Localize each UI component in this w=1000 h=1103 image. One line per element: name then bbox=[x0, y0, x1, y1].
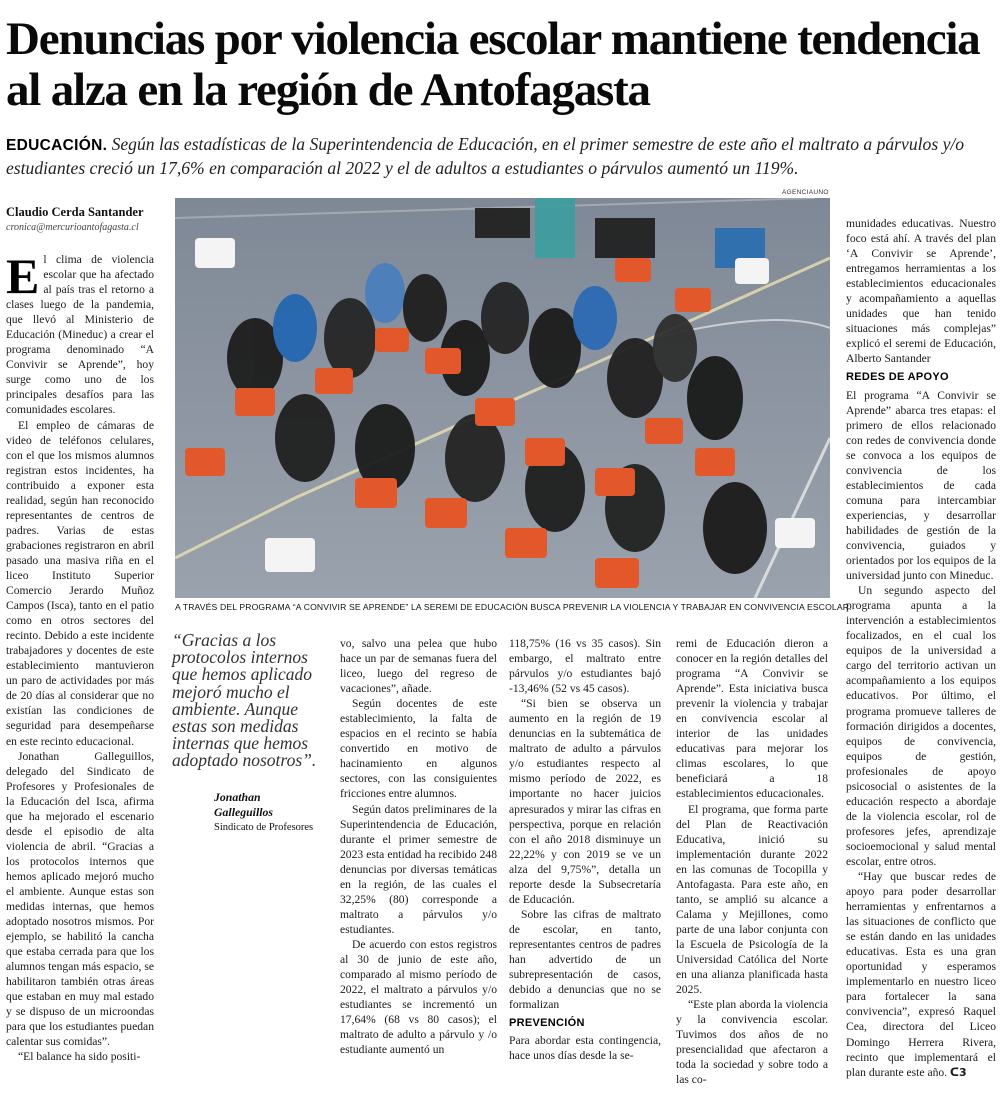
column-4 bbox=[509, 636, 661, 1063]
paragraph: Para abordar esta contingencia, hace unos días desde la se- bbox=[509, 1034, 661, 1063]
end-mark-icon: ᑕ3 bbox=[950, 1065, 967, 1079]
paragraph: munidades educativas. Nuestro foco está ahí. A través del plan ‘A Convivir se Aprende’, entregamos herramientas a los establecimientos educacionales y acompañamiento a aquellas unidades que han tenido situaciones más complejas” explicó el seremi de Educación, Alberto Santander bbox=[846, 217, 996, 366]
paragraph: Jonathan Galleguillos, delegado del Sindicato de Profesores y Profesionales de la Educación del Isca, afirma que ha mejorado el escenario desde el episodio de alta violencia de abril. “Gracias a los protocolos internos que hemos aplicado mejoró mucho el ambiente. Aunque estas son medidas internas, que hemos adoptado nosotros mismos. Por ejemplo, se habilitó la cancha que estaba cerrada para que los alumnos tengan más espacio, se habilitaron también otras áreas que estaban en muy mal estado y se dispuso de un microondas para que los estudiantes puedan calentar sus comidas”. bbox=[6, 749, 154, 1049]
column-1 bbox=[6, 248, 154, 1065]
pull-quote-role: Sindicato de Profesores bbox=[214, 821, 314, 833]
paragraph: Un segundo aspecto del programa apunta a la intervención a establecimientos focalizados, en el cual los equipos de la universidad a cargo del territorio activan un acompañamiento a los equipos educativos. Por último, el programa promueve talleres de formación dirigidos a docentes, equipos de convivencia, equipos de gestión, profesionales de apoyo psicosocial o asistentes de la educación respecto a abordaje de la violencia escolar, rol de profesores jefes, aprendizaje socioemocional y salud mental escolar, entre otros. bbox=[846, 584, 996, 868]
lead-paragraph bbox=[6, 133, 996, 180]
paragraph: “Este plan aborda la violencia y la convivencia escolar. Tuvimos dos años de no presencialidad que afectaron a toda la sociedad y sobre todo a las co- bbox=[676, 998, 828, 1087]
byline bbox=[6, 204, 166, 235]
author-name: Claudio Cerda Santander bbox=[6, 205, 144, 219]
column-5 bbox=[676, 636, 828, 1087]
pull-quote-text: “Gracias a los protocolos internos que hemos aplicado mejoró mucho el ambiente. Aunque estas son medidas internas que hemos adoptado nosotros”. bbox=[172, 630, 317, 771]
section-label: EDUCACIÓN. bbox=[6, 137, 108, 154]
photo-caption: A TRAVÉS DEL PROGRAMA “A CONVIVIR SE APRENDE” LA SEREMI DE EDUCACIÓN BUSCA PREVENIR LA VIOLENCIA Y TRABAJAR EN CONVIVENCIA ESCOLAR. bbox=[175, 602, 852, 612]
subheading-prevencion: PREVENCIÓN bbox=[509, 1017, 585, 1030]
paragraph: El programa “A Convivir se Aprende” abarca tres etapas: el primero de ellos relacionado con redes de convivencia donde se convoca a los equipos de convivencia de los establecimientos de cada comuna para intercambiar experiencias, y desarrollar habilidades de gestión de la convivencia, guiados y orientados por los equipos de la universidad junto con Mineduc. bbox=[846, 388, 996, 583]
photo-credit: AGENCIAUNO bbox=[782, 189, 829, 196]
pull-quote bbox=[172, 632, 320, 833]
headline: Denuncias por violencia escolar mantiene tendencia al alza en la región de Antofagasta bbox=[6, 13, 980, 116]
paragraph: “Hay que buscar redes de apoyo para poder desarrollar herramientas y enfrentarnos a las situaciones de conflicto que se están dando en las unidades educativas. Esta es una gran oportunidad y esperamos implementarlo en nuestro liceo para fortalecer la sana convivencia”, expresó Raquel Cea, directora del Liceo Domingo Herrera Rivera, recinto que implementará el plan durante este año. ᑕ3 bbox=[846, 870, 996, 1079]
column-6 bbox=[846, 216, 996, 1080]
subheading-redes-de-apoyo: REDES DE APOYO bbox=[846, 371, 949, 384]
drop-cap: E bbox=[6, 248, 40, 304]
lead-text: Según las estadísticas de la Superintendencia de Educación, en el primer semestre de este año el maltrato a párvulos y/o estudiantes creció un 17,6% en comparación al 2022 y el de adultos a estudiantes o párvulos aumentó un 119%. bbox=[6, 134, 965, 178]
paragraph: vo, salvo una pelea que hubo hace un par de semanas fuera del liceo, luego del regreso de vacaciones”, añade. bbox=[340, 637, 497, 696]
students-seated-photo bbox=[175, 198, 830, 598]
paragraph: El programa, que forma parte del Plan de Reactivación Educativa, inició su implementación durante 2022 en las comunas de Tocopilla y Antofagasta. Para este año, en tanto, se amplió su alcance a Calama y Mejillones, como parte de una labor conjunta con la Escuela de Psicología de la Universidad Católica del Norte en una alianza planificada hasta 2025. bbox=[676, 802, 828, 997]
paragraph: Según datos preliminares de la Superintendencia de Educación, durante el primer semestre de 2023 esta entidad ha recibido 248 denuncias por diversas temáticas en la región, de las cuales el 32,25% (80) corresponde a maltrato a párvulos y/o estudiantes. bbox=[340, 802, 497, 936]
paragraph: El clima de violencia escolar que ha afectado al país tras el retorno a clases luego de la pandemia, que llevó al Ministerio de Educación (Mineduc) a crear el programa denominado “A Convivir se Aprende”, hoy surge como uno de los principales desafíos para las comunidades escolares. bbox=[6, 248, 154, 417]
paragraph: De acuerdo con estos registros al 30 de junio de este año, comparado al mismo período de 2022, el maltrato a párvulos y/o estudiantes se incrementó un 17,64% (68 vs 80 casos); el maltrato de adulto a párvulo y /o estudiante aumentó un bbox=[340, 937, 497, 1057]
pull-quote-author: Jonathan Galleguillos bbox=[214, 789, 273, 819]
paragraph: remi de Educación dieron a conocer en la región detalles del programa “A Convivir se Aprende”. Esta iniciativa busca prevenir la violencia y trabajar en convivencia escolar al interior de las unidades educativas para mejorar los climas escolares, lo que beneficiará a 18 establecimientos educacionales. bbox=[676, 637, 828, 801]
author-email: cronica@mercurioantofagasta.cl bbox=[6, 222, 139, 233]
paragraph: “Si bien se observa un aumento en la región de 19 denuncias en la subtemática de maltrato de adulto a párvulos y/o estudiantes respecto al mismo período de 2022, es importante no hacer juicios apresurados y mirar las cifras en perspectiva, porque en relación con el año 2018 disminuye un 22,22% y con 2019 se ve un alza del 9,75%”, detalla un reporte desde la Subsecretaría de Educación. bbox=[509, 697, 661, 906]
column-3 bbox=[340, 636, 497, 1057]
paragraph: Sobre las cifras de maltrato de escolar, en tanto, representantes centros de padres han advertido de un subrepresentación de casos, debido a denuncias que no se formalizan bbox=[509, 907, 661, 1012]
paragraph: “El balance ha sido positi- bbox=[18, 1050, 141, 1064]
article-photo bbox=[175, 198, 830, 598]
paragraph: Según docentes de este establecimiento, la falta de espacios en el recinto se había convertido en motivo de hacinamiento en algunos sectores, con las consiguientes fricciones entre alumnos. bbox=[340, 697, 497, 801]
paragraph: El empleo de cámaras de video de teléfonos celulares, con el que los mismos alumnos registran estos incidentes, ha contribuido a exponer esta realidad, según han reconocido representantes de centros de padres. Varias de estas grabaciones registraron en abril pasado una masiva riña en el liceo Instituto Superior Comercio Jerardo Muñoz Campos (Isca), tanto en el patio como en otros sectores del recinto. Debido a este incidente trabajadores y docentes de este establecimiento mantuvieron un paro de actividades por más de 20 días al considerar que no existían las condiciones de seguridad para desempeñarse en este recinto educacional. bbox=[6, 418, 154, 748]
paragraph: 118,75% (16 vs 35 casos). Sin embargo, el maltrato entre párvulos y/o estudiantes bajó -13,46% (52 vs 45 casos). bbox=[509, 637, 661, 696]
